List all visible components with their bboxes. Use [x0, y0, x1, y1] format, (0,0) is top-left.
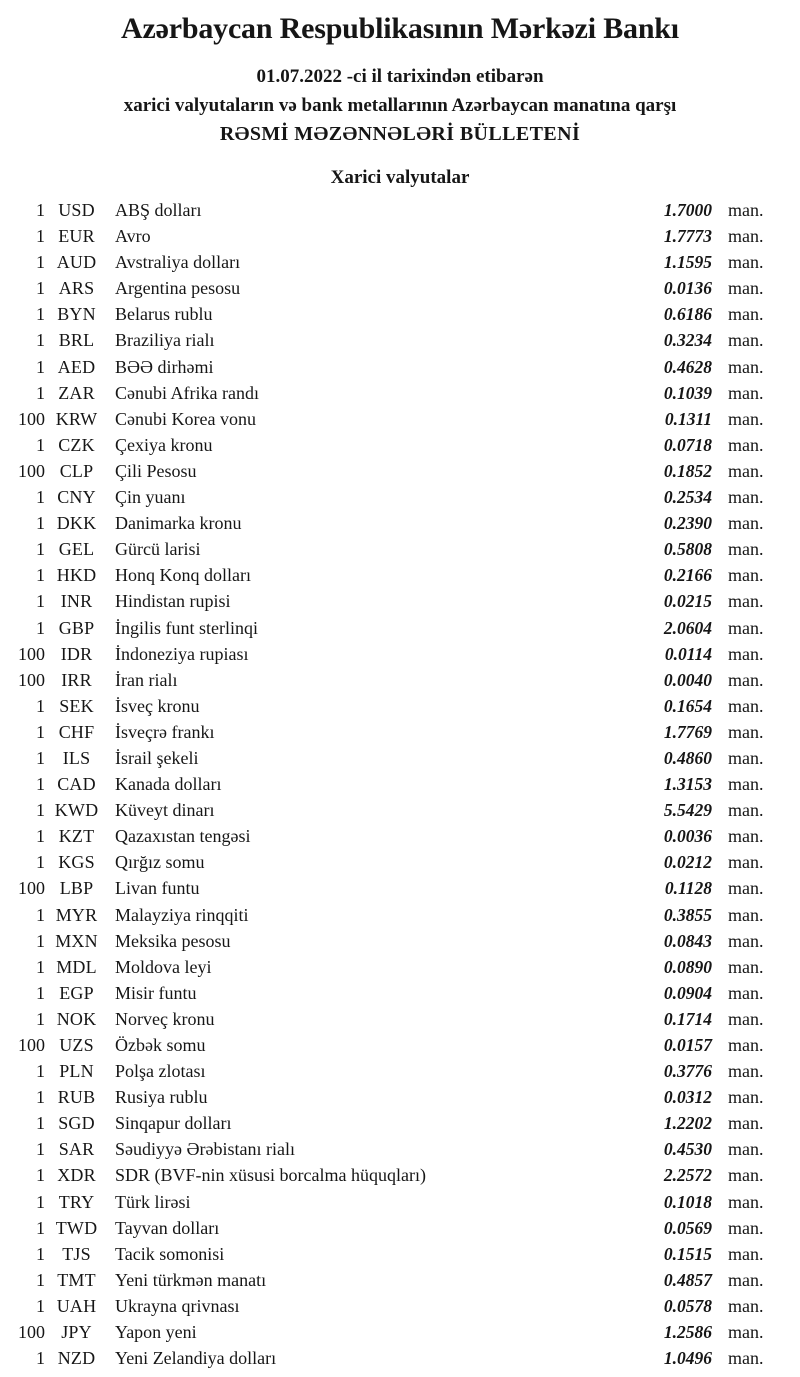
rate-quantity: 1 — [36, 1243, 45, 1264]
rate-row — [0, 1215, 800, 1241]
rate-quantity: 1 — [36, 513, 45, 534]
currency-code: EGP — [59, 982, 94, 1003]
currency-name: Avro — [115, 226, 151, 247]
rate-value: 0.2166 — [663, 565, 712, 586]
currency-code: MDL — [56, 956, 97, 977]
rate-row — [0, 380, 800, 406]
currency-code: KZT — [58, 826, 95, 847]
rate-quantity: 1 — [36, 852, 45, 873]
manat-unit-label: man. — [728, 956, 764, 977]
rate-row — [0, 1267, 800, 1293]
rate-row — [0, 1293, 800, 1319]
rate-row — [0, 641, 800, 667]
manat-unit-label: man. — [728, 565, 764, 586]
rate-value: 1.7773 — [663, 226, 712, 247]
currency-code: CAD — [57, 774, 96, 795]
rate-row — [0, 1032, 800, 1058]
currency-code: ARS — [58, 278, 95, 299]
rate-value: 0.0114 — [664, 643, 712, 664]
manat-unit-label: man. — [728, 774, 764, 795]
rate-row — [0, 1162, 800, 1188]
currency-code: AED — [57, 356, 96, 377]
currency-name: Çili Pesosu — [115, 460, 197, 481]
rate-value: 0.1714 — [663, 1008, 712, 1029]
currency-code: GEL — [58, 539, 95, 560]
rate-value: 0.2534 — [663, 487, 712, 508]
rate-row — [0, 1189, 800, 1215]
manat-unit-label: man. — [728, 1243, 764, 1264]
rate-quantity: 1 — [36, 487, 45, 508]
rate-row — [0, 536, 800, 562]
currency-name: Özbək somu — [115, 1035, 206, 1055]
rate-quantity: 1 — [36, 434, 45, 455]
rate-value: 0.3234 — [663, 330, 712, 351]
manat-unit-label: man. — [728, 1087, 764, 1108]
rate-quantity: 1 — [36, 1269, 45, 1290]
currency-code: LBP — [59, 878, 94, 899]
currency-name: İndoneziya rupiası — [115, 643, 249, 664]
rate-value: 1.1595 — [663, 252, 712, 273]
manat-unit-label: man. — [728, 1061, 764, 1082]
currency-name: Yeni Zelandiya dolları — [115, 1348, 277, 1369]
currency-name: Honq Konq dolları — [115, 565, 251, 586]
currency-name: Tayvan dolları — [115, 1217, 220, 1238]
rate-value: 0.0904 — [663, 982, 712, 1003]
currency-name: İsveçrə frankı — [115, 721, 215, 742]
rate-quantity: 1 — [36, 252, 45, 273]
currency-name: ABŞ dolları — [115, 200, 202, 220]
rate-value: 0.3855 — [663, 904, 712, 925]
rate-value: 0.1515 — [663, 1243, 712, 1264]
currency-name: Moldova leyi — [115, 956, 212, 977]
rate-row — [0, 771, 800, 797]
currency-code: DKK — [56, 513, 97, 534]
rate-quantity: 1 — [36, 278, 45, 299]
currency-name: Rusiya rublu — [115, 1087, 208, 1108]
currency-code: TRY — [58, 1191, 95, 1212]
rate-value: 1.2586 — [663, 1322, 712, 1343]
manat-unit-label: man. — [728, 1295, 764, 1316]
rate-quantity: 1 — [36, 695, 45, 716]
rate-quantity: 1 — [36, 721, 45, 742]
rate-row — [0, 275, 800, 301]
rate-quantity: 1 — [36, 1191, 45, 1212]
rate-row — [0, 1136, 800, 1162]
currency-name: Argentina pesosu — [115, 278, 241, 299]
rate-value: 0.4530 — [663, 1139, 712, 1160]
rate-value: 1.7000 — [663, 200, 712, 220]
rate-row — [0, 902, 800, 928]
effective-date-line: 01.07.2022 -ci il tarixindən etibarən — [256, 66, 544, 87]
manat-unit-label: man. — [728, 1348, 764, 1369]
rate-value: 0.4628 — [663, 356, 712, 377]
rate-quantity: 1 — [36, 1139, 45, 1160]
manat-unit-label: man. — [728, 591, 764, 612]
rate-row — [0, 458, 800, 484]
currency-code: XDR — [57, 1165, 96, 1186]
currency-code: MYR — [55, 904, 98, 925]
rate-value: 0.0212 — [663, 852, 712, 873]
rate-row — [0, 327, 800, 353]
rate-value: 1.7769 — [663, 721, 712, 742]
manat-unit-label: man. — [728, 1035, 764, 1055]
manat-unit-label: man. — [728, 252, 764, 273]
currency-name: Cənubi Afrika randı — [115, 382, 259, 403]
rate-quantity: 100 — [18, 1035, 45, 1055]
manat-unit-label: man. — [728, 460, 764, 481]
rate-row — [0, 1241, 800, 1267]
currency-code: TMT — [57, 1269, 96, 1290]
manat-unit-label: man. — [728, 1165, 764, 1186]
rate-quantity: 1 — [36, 1348, 45, 1369]
currency-name: Kanada dolları — [115, 774, 222, 795]
currency-name: İran rialı — [115, 669, 178, 690]
manat-unit-label: man. — [728, 1269, 764, 1290]
manat-unit-label: man. — [728, 852, 764, 873]
rate-row — [0, 1006, 800, 1032]
currency-code: JPY — [61, 1322, 92, 1343]
manat-unit-label: man. — [728, 930, 764, 951]
rate-row — [0, 1110, 800, 1136]
currency-name: Yeni türkmən manatı — [115, 1269, 267, 1290]
rate-value: 0.0136 — [663, 278, 712, 299]
rate-value: 0.1128 — [664, 878, 712, 899]
rate-value: 0.0215 — [663, 591, 712, 612]
currency-code: KRW — [55, 408, 98, 429]
currency-code: UAH — [56, 1295, 97, 1316]
currency-name: Polşa zlotası — [115, 1061, 206, 1082]
rate-quantity: 100 — [18, 669, 45, 690]
rate-value: 1.3153 — [663, 774, 712, 795]
manat-unit-label: man. — [728, 617, 764, 638]
currency-code: IRR — [61, 669, 92, 690]
currency-code: CNY — [57, 487, 96, 508]
rate-quantity: 1 — [36, 747, 45, 768]
currency-code: BRL — [58, 330, 95, 351]
currency-code: PLN — [59, 1061, 94, 1082]
rate-row — [0, 1084, 800, 1110]
currency-name: İsveç kronu — [115, 695, 200, 716]
rate-value: 0.6186 — [663, 304, 712, 325]
rate-value: 0.0718 — [663, 434, 712, 455]
manat-unit-label: man. — [728, 1113, 764, 1134]
currency-code: GBP — [58, 617, 95, 638]
rate-value: 0.1311 — [664, 408, 712, 429]
manat-unit-label: man. — [728, 1008, 764, 1029]
rate-quantity: 1 — [36, 304, 45, 325]
rate-quantity: 1 — [36, 539, 45, 560]
rate-quantity: 1 — [36, 1113, 45, 1134]
manat-unit-label: man. — [728, 721, 764, 742]
currency-code: ILS — [62, 747, 91, 768]
manat-unit-label: man. — [728, 695, 764, 716]
rate-quantity: 1 — [36, 200, 45, 220]
rate-row — [0, 223, 800, 249]
rate-quantity: 1 — [36, 1087, 45, 1108]
manat-unit-label: man. — [728, 643, 764, 664]
rate-quantity: 100 — [18, 460, 45, 481]
rate-quantity: 1 — [36, 826, 45, 847]
rate-value: 2.0604 — [663, 617, 712, 638]
currency-name: Tacik somonisi — [115, 1243, 225, 1264]
rate-row — [0, 875, 800, 901]
rate-value: 0.1852 — [663, 460, 712, 481]
currency-name: SDR (BVF-nin xüsusi borcalma hüquqları) — [115, 1165, 426, 1186]
currency-name: Sinqapur dolları — [115, 1113, 232, 1134]
rate-quantity: 1 — [36, 956, 45, 977]
manat-unit-label: man. — [728, 382, 764, 403]
rate-row — [0, 797, 800, 823]
currency-name: Misir funtu — [115, 982, 197, 1003]
manat-unit-label: man. — [728, 278, 764, 299]
rate-value: 0.4857 — [663, 1269, 712, 1290]
rate-quantity: 1 — [36, 591, 45, 612]
rate-quantity: 100 — [18, 408, 45, 429]
currency-code: AUD — [56, 252, 97, 273]
currency-code: CHF — [58, 721, 95, 742]
currency-code: RUB — [57, 1087, 96, 1108]
rate-quantity: 1 — [36, 800, 45, 821]
currency-name: Çin yuanı — [115, 487, 186, 508]
rate-value: 0.0890 — [663, 956, 712, 977]
currency-code: TJS — [62, 1243, 91, 1264]
currency-name: Belarus rublu — [115, 304, 213, 325]
currency-name: Küveyt dinarı — [115, 800, 215, 821]
rate-row — [0, 249, 800, 275]
manat-unit-label: man. — [728, 669, 764, 690]
currency-code: IDR — [60, 643, 93, 664]
rate-value: 2.2572 — [663, 1165, 712, 1186]
currency-code: MXN — [55, 930, 98, 951]
currency-code: HKD — [56, 565, 97, 586]
currency-code: ZAR — [58, 382, 95, 403]
rate-value: 0.4860 — [663, 747, 712, 768]
manat-unit-label: man. — [728, 226, 764, 247]
rate-value: 0.0578 — [663, 1295, 712, 1316]
manat-unit-label: man. — [728, 434, 764, 455]
rate-row — [0, 745, 800, 771]
rate-row — [0, 1319, 800, 1345]
rate-quantity: 1 — [36, 1217, 45, 1238]
rate-row — [0, 1058, 800, 1084]
currency-name: BƏƏ dirhəmi — [115, 356, 214, 377]
currency-code: EUR — [58, 226, 95, 247]
currency-name: Malayziya rinqqiti — [115, 904, 249, 925]
currency-name: Səudiyyə Ərəbistanı rialı — [115, 1139, 295, 1160]
currency-name: İsrail şekeli — [115, 747, 199, 768]
currency-name: Gürcü larisi — [115, 539, 201, 560]
manat-unit-label: man. — [728, 539, 764, 560]
rate-quantity: 1 — [36, 617, 45, 638]
rate-quantity: 100 — [18, 643, 45, 664]
rate-quantity: 1 — [36, 565, 45, 586]
manat-unit-label: man. — [728, 878, 764, 899]
rate-row — [0, 432, 800, 458]
rate-value: 0.3776 — [663, 1061, 712, 1082]
rate-row — [0, 615, 800, 641]
rate-value: 1.0496 — [663, 1348, 712, 1369]
rate-row — [0, 197, 800, 223]
rate-row — [0, 980, 800, 1006]
manat-unit-label: man. — [728, 800, 764, 821]
rate-row — [0, 849, 800, 875]
currency-name: Norveç kronu — [115, 1008, 215, 1029]
currency-code: UZS — [59, 1035, 94, 1055]
rates-list — [0, 197, 800, 1371]
manat-unit-label: man. — [728, 304, 764, 325]
rate-value: 0.0040 — [663, 669, 712, 690]
manat-unit-label: man. — [728, 356, 764, 377]
rate-row — [0, 954, 800, 980]
rate-row — [0, 1345, 800, 1371]
rate-quantity: 1 — [36, 226, 45, 247]
rate-value: 0.0569 — [663, 1217, 712, 1238]
section-title-foreign-currencies: Xarici valyutalar — [330, 167, 470, 188]
manat-unit-label: man. — [728, 904, 764, 925]
rate-quantity: 1 — [36, 904, 45, 925]
currency-code: CZK — [58, 434, 95, 455]
rate-row — [0, 667, 800, 693]
rate-quantity: 1 — [36, 356, 45, 377]
rate-quantity: 1 — [36, 1295, 45, 1316]
currency-name: İngilis funt sterlinqi — [115, 617, 258, 638]
currency-name: Hindistan rupisi — [115, 591, 231, 612]
manat-unit-label: man. — [728, 513, 764, 534]
currency-code: SEK — [59, 695, 94, 716]
rate-quantity: 1 — [36, 982, 45, 1003]
rate-row — [0, 406, 800, 432]
currency-code: SGD — [58, 1113, 95, 1134]
currency-name: Türk lirəsi — [115, 1191, 191, 1212]
currency-name: Meksika pesosu — [115, 930, 231, 951]
currency-name: Çexiya kronu — [115, 434, 213, 455]
rate-quantity: 1 — [36, 774, 45, 795]
manat-unit-label: man. — [728, 1139, 764, 1160]
rate-value: 0.0157 — [663, 1035, 712, 1055]
rate-value: 0.5808 — [663, 539, 712, 560]
manat-unit-label: man. — [728, 982, 764, 1003]
manat-unit-label: man. — [728, 408, 764, 429]
rate-quantity: 1 — [36, 1008, 45, 1029]
rate-row — [0, 354, 800, 380]
currency-name: Qırğız somu — [115, 852, 205, 873]
currency-name: Braziliya rialı — [115, 330, 215, 351]
manat-unit-label: man. — [728, 1191, 764, 1212]
rate-value: 0.0036 — [663, 826, 712, 847]
currency-code: KWD — [54, 800, 99, 821]
rate-row — [0, 823, 800, 849]
rate-quantity: 1 — [36, 330, 45, 351]
currency-name: Avstraliya dolları — [115, 252, 241, 273]
manat-unit-label: man. — [728, 1322, 764, 1343]
manat-unit-label: man. — [728, 200, 764, 220]
rate-value: 0.0843 — [663, 930, 712, 951]
rate-quantity: 1 — [36, 1061, 45, 1082]
rate-value: 0.1018 — [663, 1191, 712, 1212]
rate-row — [0, 510, 800, 536]
rate-quantity: 1 — [36, 930, 45, 951]
rate-row — [0, 484, 800, 510]
currency-name: Ukrayna qrivnası — [115, 1295, 240, 1316]
rate-value: 0.1654 — [663, 695, 712, 716]
rate-value: 0.1039 — [663, 382, 712, 403]
subject-line: xarici valyutaların və bank metallarının Azərbaycan manatına qarşı — [123, 95, 677, 116]
currency-code: INR — [60, 591, 93, 612]
currency-name: Danimarka kronu — [115, 513, 242, 534]
currency-code: NOK — [56, 1008, 97, 1029]
currency-name: Qazaxıstan tengəsi — [115, 826, 251, 847]
manat-unit-label: man. — [728, 487, 764, 508]
rate-row — [0, 301, 800, 327]
rate-value: 0.0312 — [663, 1087, 712, 1108]
manat-unit-label: man. — [728, 826, 764, 847]
rate-value: 5.5429 — [663, 800, 712, 821]
rate-quantity: 1 — [36, 382, 45, 403]
rate-row — [0, 719, 800, 745]
currency-name: Livan funtu — [115, 878, 200, 899]
currency-code: SAR — [58, 1139, 95, 1160]
currency-name: Cənubi Korea vonu — [115, 408, 256, 429]
manat-unit-label: man. — [728, 747, 764, 768]
rate-row — [0, 562, 800, 588]
rate-row — [0, 928, 800, 954]
currency-code: BYN — [57, 304, 96, 325]
currency-code: CLP — [59, 460, 94, 481]
rate-row — [0, 588, 800, 614]
rate-quantity: 100 — [18, 1322, 45, 1343]
rate-row — [0, 693, 800, 719]
currency-code: NZD — [57, 1348, 96, 1369]
currency-code: KGS — [58, 852, 95, 873]
currency-name: Yapon yeni — [115, 1322, 197, 1343]
rate-quantity: 1 — [36, 1165, 45, 1186]
manat-unit-label: man. — [728, 330, 764, 351]
currency-code: TWD — [55, 1217, 98, 1238]
manat-unit-label: man. — [728, 1217, 764, 1238]
bulletin-title: RƏSMİ MƏZƏNNƏLƏRİ BÜLLETENİ — [219, 123, 581, 145]
rate-value: 0.2390 — [663, 513, 712, 534]
rate-value: 1.2202 — [663, 1113, 712, 1134]
currency-code: USD — [58, 200, 95, 220]
bank-name-title: Azərbaycan Respublikasının Mərkəzi Bankı — [121, 12, 679, 45]
rate-quantity: 100 — [18, 878, 45, 899]
